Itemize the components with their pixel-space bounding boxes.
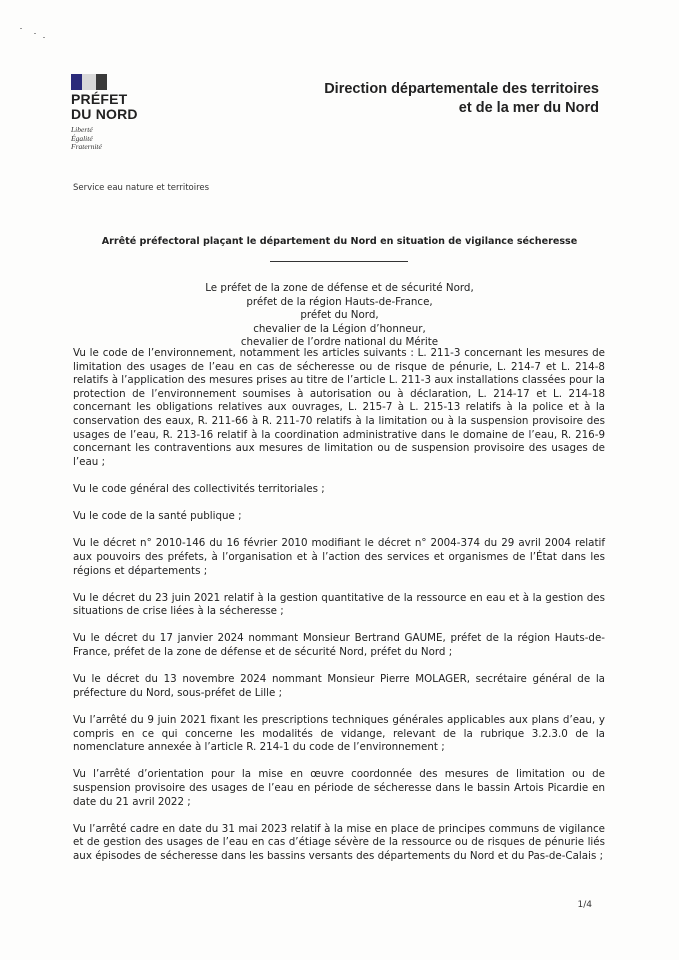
- motto-liberte: Liberté: [71, 125, 93, 134]
- service-name: Service eau nature et territoires: [73, 183, 210, 193]
- prefet-line: préfet de la région Hauts-de-France,: [246, 295, 433, 308]
- prefet-titles: [0, 282, 679, 350]
- visa-paragraph: Vu l’arrêté d’orientation pour la mise en œuvre coordonnée des mesures de limitation ou de suspension provisoire des usages de l’eau en période de sécheresse dans le bassin Artois Picardie en date du 21 avril 2022 ;: [73, 768, 605, 808]
- prefet-line: Le préfet de la zone de défense et de sécurité Nord,: [205, 282, 474, 294]
- prefet-line: préfet du Nord,: [300, 309, 379, 322]
- logo-title-line2: DU NORD: [71, 106, 138, 122]
- visa-paragraph: Vu l’arrêté du 9 juin 2021 fixant les prescriptions techniques générales applicables aux plans d’eau, y compris en ce qui concerne les modalités de vidange, relevant de la rubrique 3.2.3.0 de la nomenclature annexée à l’article R. 214-1 du code de l’environnement ;: [73, 714, 605, 754]
- visa-paragraph: Vu le décret du 13 novembre 2024 nommant Monsieur Pierre MOLAGER, secrétaire général de la préfecture du Nord, sous-préfet de Lille ;: [73, 673, 605, 699]
- visa-paragraph: Vu le code de l’environnement, notamment les articles suivants : L. 211-3 concernant les mesures de limitation des usages de l’eau en cas de sécheresse ou de risque de pénurie, L. 214-7 et L. 214-8 relatifs à l’application des mesures prises au titre de l’article L. 211-3 aux installations classées pour la protection de l’environnement soumises à autorisation ou à déclaration, L. 214-17 et L. 214-18 concernant les obligations relatives aux ouvrages, L. 215-7 à L. 215-13 relatifs à la police et à la conservation des eaux, R. 211-66 à R. 211-70 relatifs à la limitation ou à la suspension provisoire des usages de l’eau, R. 213-16 relatif à la coordination administrative dans le domaine de l’eau, R. 216-9 concernant les contraventions aux mesures de limitation ou de suspension provisoire des usages de l’eau ;: [73, 347, 605, 468]
- scan-speck: [20, 28, 22, 29]
- marianne-icon: [71, 74, 107, 90]
- visa-paragraph: Vu le code de la santé publique ;: [73, 510, 242, 523]
- visa-paragraph: Vu l’arrêté cadre en date du 31 mai 2023 relatif à la mise en place de principes communs de vigilance et de gestion des usages de l’eau en cas d’étiage sévère de la ressource ou de risques de pénurie liés aux épisodes de sécheresse dans les bassins versants des départements du Nord et du Pas-de-Calais ;: [73, 822, 605, 862]
- arrete-title: Arrêté préfectoral plaçant le département du Nord en situation de vigilance sécheresse: [101, 236, 578, 247]
- visa-paragraph: Vu le décret du 17 janvier 2024 nommant Monsieur Bertrand GAUME, préfet de la région Hauts-de-France, préfet de la zone de défense et de sécurité Nord, préfet du Nord ;: [73, 632, 605, 659]
- visa-paragraph: Vu le décret du 23 juin 2021 relatif à la gestion quantitative de la ressource en eau et à la gestion des situations de crise liées à la sécheresse ;: [73, 591, 605, 618]
- motto-egalite: Égalité: [71, 133, 93, 143]
- issuing-direction: [324, 80, 599, 118]
- prefet-logo: [71, 74, 138, 152]
- direction-line1: Direction départementale des territoires: [324, 81, 599, 97]
- logo-title-line1: PRÉFET: [71, 91, 128, 107]
- prefet-line: chevalier de l’ordre national du Mérite: [240, 336, 439, 349]
- visa-paragraph: Vu le code général des collectivités territoriales ;: [73, 482, 325, 495]
- scan-speck: [34, 33, 36, 34]
- prefet-line: chevalier de la Légion d’honneur,: [253, 322, 426, 335]
- logo-title: [71, 92, 138, 122]
- visas-section: [73, 347, 605, 877]
- motto-fraternite: Fraternité: [71, 142, 102, 151]
- direction-line2: et de la mer du Nord: [458, 100, 599, 116]
- visa-paragraph: Vu le décret n° 2010-146 du 16 février 2010 modifiant le décret n° 2004-374 du 29 avril 2004 relatif aux pouvoirs des préfets, à l’organisation et à l’action des services et organismes de l’État dans les régions et départements ;: [73, 537, 605, 577]
- page-number: 1/4: [577, 900, 592, 910]
- republic-motto: [71, 126, 138, 152]
- scan-speck: [43, 37, 45, 38]
- title-divider: [270, 261, 408, 262]
